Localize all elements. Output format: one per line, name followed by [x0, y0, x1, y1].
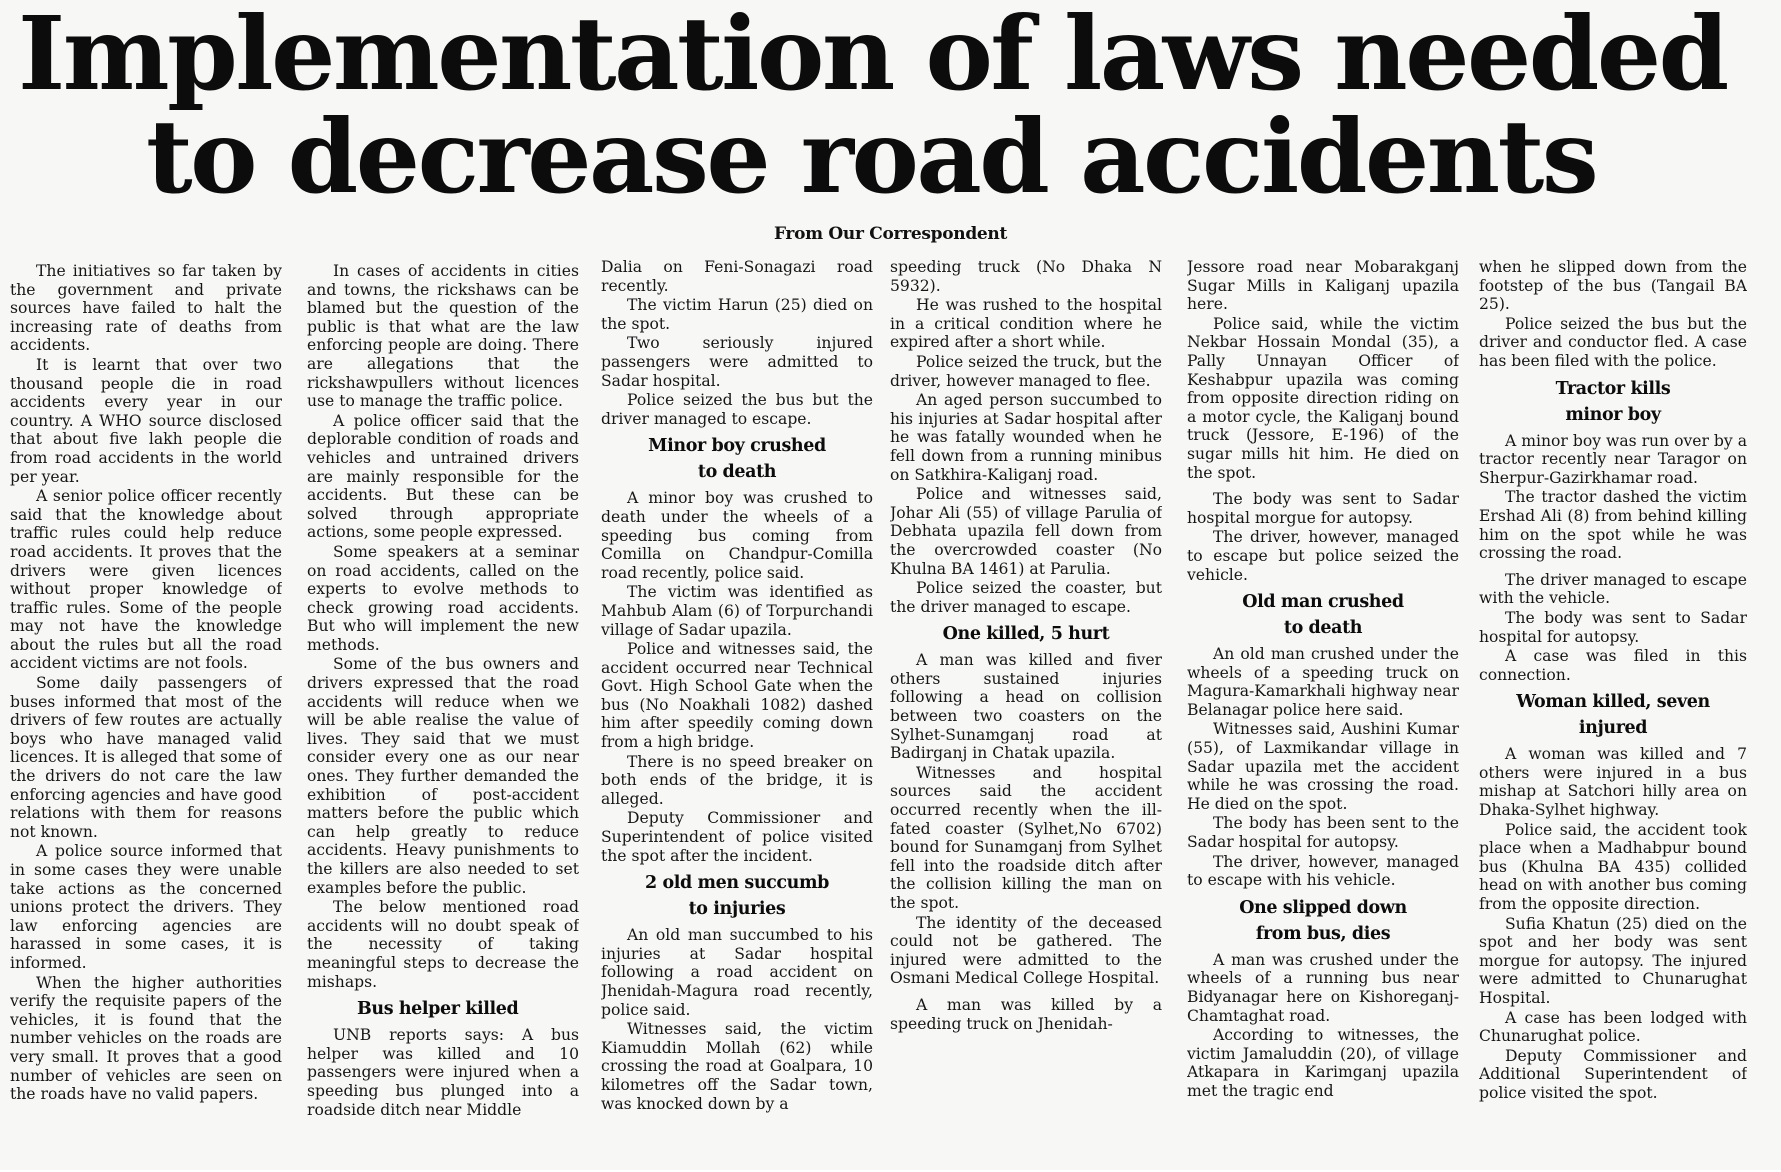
paragraph: He was rushed to the hospital in a critical condition where he expired after a short while.	[890, 296, 1162, 352]
paragraph: The driver, however, managed to escape but police seized the vehicle.	[1187, 528, 1459, 584]
subheading-line: Woman killed, seven	[1516, 692, 1710, 713]
subheading-line: One slipped down	[1239, 897, 1407, 918]
paragraph: It is learnt that over two thousand people die in road accidents every year in our country. A WHO source disclosed that about five lakh people die from road accidents in the world per year.	[10, 355, 282, 486]
paragraph: Sufia Khatun (25) died on the spot and her body was sent morgue for autopsy. The injured were admitted to Chunarughat Hospital.	[1479, 914, 1747, 1007]
paragraph: A case was filed in this connection.	[1479, 647, 1747, 684]
article-column-2	[307, 262, 579, 1172]
paragraph: The driver, however, managed to escape with his vehicle.	[1187, 852, 1459, 890]
article-column-6	[1479, 258, 1747, 1168]
paragraph: A woman was killed and 7 others were injured in a bus mishap at Satchori hilly area on Dhaka-Sylhet highway.	[1479, 745, 1747, 820]
subheading-minor-boy-crushed	[601, 433, 873, 485]
subheading-woman-killed	[1479, 689, 1747, 741]
paragraph: Police seized the bus but the driver and conductor fled. A case has been filed with the police.	[1479, 314, 1747, 370]
subheading-one-slipped-down	[1187, 895, 1459, 947]
paragraph: The identity of the deceased could not be gathered. The injured were admitted to the Osmani Medical College Hospital.	[890, 913, 1162, 988]
paragraph: Some speakers at a seminar on road accidents, called on the experts to evolve methods to check growing road accidents. But who will implement the new methods.	[307, 542, 579, 654]
paragraph: When the higher authorities verify the requisite papers of the vehicles, it is found that the number vehicles on the roads are very small. It proves that a good number of vehicles are seen on the roads have no valid papers.	[10, 973, 282, 1104]
paragraph: Some of the bus owners and drivers expressed that the road accidents will reduce when we will be able realise the value of lives. They said that we must consider every one as our near ones. They further demanded the exhibition of post-accident matters before the public which can help greatly to reduce accidents. Heavy punishments to the killers are also needed to set examples before the public.	[307, 655, 579, 897]
paragraph: Police seized the coaster, but the driver managed to escape.	[890, 579, 1162, 616]
paragraph: A case has been lodged with Chunarughat police.	[1479, 1008, 1747, 1046]
paragraph: Police and witnesses said, Johar Ali (55) of village Parulia of Debhata upazila fell down from the overcrowded coaster (No Khulna BA 1461) at Parulia.	[890, 485, 1162, 578]
subheading-line: injured	[1578, 718, 1648, 739]
headline-line-2: to decrease road accidents	[146, 97, 1597, 216]
subheading-line: to death	[697, 462, 777, 483]
paragraph: A senior police officer recently said that the knowledge about traffic rules could help reduce road accidents. It proves that the drivers were given licences without proper knowledge of traffic rules. Some of the people may not have the knowledge about the rules but all the road accident victims are not fools.	[10, 487, 282, 673]
article-column-5	[1187, 258, 1459, 1168]
paragraph: UNB reports says: A bus helper was killed and 10 passengers were injured when a speeding bus plunged into a roadside ditch near Middle	[307, 1026, 579, 1119]
subheading-line: to death	[1283, 618, 1363, 639]
article-column-4	[890, 258, 1162, 1168]
paragraph: Some daily passengers of buses informed that most of the drivers of few routes are actually boys who have managed valid licences. It is alleged that some of the drivers do not care the law enforcing agencies and have good relations with them for reasons not known.	[10, 674, 282, 841]
paragraph: A minor boy was run over by a tractor recently near Taragor on Sherpur-Gazirkhamar road.	[1479, 431, 1747, 487]
paragraph: Jessore road near Mobarakganj Sugar Mills in Kaliganj upazila here.	[1187, 258, 1459, 314]
paragraph: The initiatives so far taken by the government and private sources have failed to halt the increasing rate of deaths from accidents.	[10, 262, 282, 355]
paragraph: Police said, while the victim Nekbar Hossain Mondal (35), a Pally Unnayan Officer of Keshabpur upazila was coming from opposite direction riding on a motor cycle, the Kaliganj bound truck (Jessore, E-196) of the sugar mills hit him. He died on the spot.	[1187, 314, 1459, 482]
paragraph: Police said, the accident took place when a Madhabpur bound bus (Khulna BA 435) collided head on with another bus coming from the opposite direction.	[1479, 820, 1747, 914]
paragraph: when he slipped down from the footstep of the bus (Tangail BA 25).	[1479, 258, 1747, 314]
headline-line-1: Implementation of laws needed	[18, 0, 1727, 113]
subheading-line: 2 old men succumb	[645, 873, 829, 894]
paragraph: speeding truck (No Dhaka N 5932).	[890, 258, 1162, 295]
paragraph: Police and witnesses said, the accident occurred near Technical Govt. High School Gate when the bus (No Noakhali 1082) dashed him after speedily coming down from a high bridge.	[601, 640, 873, 752]
paragraph: Police seized the truck, but the driver, however managed to flee.	[890, 352, 1162, 390]
paragraph: The body was sent to Sadar hospital morgue for autopsy.	[1187, 490, 1459, 527]
paragraph: Witnesses said, Aushini Kumar (55), of Laxmikandar village in Sadar upazila met the accident while he was crossing the road. He died on the spot.	[1187, 720, 1459, 813]
subheading-tractor-kills	[1479, 376, 1747, 428]
paragraph: The victim Harun (25) died on the spot.	[601, 296, 873, 333]
headline	[18, 0, 1778, 216]
subheading-line: Old man crushed	[1242, 592, 1404, 613]
paragraph: The body has been sent to the Sadar hospital for autopsy.	[1187, 814, 1459, 852]
subheading-old-men-succumb	[601, 870, 873, 922]
paragraph: The victim was identified as Mahbub Alam (6) of Torpurchandi village of Sadar upazila.	[601, 583, 873, 639]
subheading-line: minor boy	[1565, 404, 1661, 425]
paragraph: The driver managed to escape with the vehicle.	[1479, 570, 1747, 608]
paragraph: A police officer said that the deplorable condition of roads and vehicles and untrained drivers are mainly responsible for the accidents. But these can be solved through appropriate actions, some people expressed.	[307, 411, 579, 542]
subheading-one-killed-five-hurt: One killed, 5 hurt	[942, 624, 1110, 645]
paragraph: A man was killed by a speeding truck on Jhenidah-	[890, 995, 1162, 1033]
paragraph: Two seriously injured passengers were admitted to Sadar hospital.	[601, 334, 873, 390]
paragraph: There is no speed breaker on both ends of the bridge, it is alleged.	[601, 752, 873, 808]
paragraph: A man was killed and fiver others sustained injuries following a head on collision between two coasters on the Sylhet-Sunamganj road at Badirganj in Chatak upazila.	[890, 651, 1162, 763]
subheading-line: Minor boy crushed	[648, 436, 826, 457]
paragraph: A man was crushed under the wheels of a running bus near Bidyanagar here on Kishoreganj-Chamtaghat road.	[1187, 950, 1459, 1025]
paragraph: According to witnesses, the victim Jamaluddin (20), of village Atkapara in Karimganj upazila met the tragic end	[1187, 1026, 1459, 1100]
paragraph: Witnesses and hospital sources said the accident occurred recently when the ill-fated coaster (Sylhet,No 6702) bound for Sunamganj from Sylhet fell into the roadside ditch after the collision killing the man on the spot.	[890, 763, 1162, 912]
subheading-line: to injuries	[688, 899, 786, 920]
paragraph: Witnesses said, the victim Kiamuddin Mollah (62) while crossing the road at Goalpara, 10 kilometres off the Sadar town, was knocked down by a	[601, 1020, 873, 1113]
paragraph: An aged person succumbed to his injuries at Sadar hospital after he was fatally wounded when he fell down from a running minibus on Satkhira-Kaliganj road.	[890, 391, 1162, 484]
byline: From Our Correspondent	[773, 224, 1008, 244]
paragraph: In cases of accidents in cities and towns, the rickshaws can be blamed but the question of the public is that what are the law enforcing people are doing. There are allegations that the rickshawpullers without licences use to manage the traffic police.	[307, 262, 579, 411]
paragraph: An old man succumbed to his injuries at Sadar hospital following a road accident on Jhenidah-Magura road recently, police said.	[601, 926, 873, 1019]
subheading-bus-helper-killed: Bus helper killed	[357, 999, 519, 1020]
paragraph: Police seized the bus but the driver managed to escape.	[601, 391, 873, 428]
article-column-1	[10, 262, 282, 1172]
subheading-line: Tractor kills	[1555, 378, 1671, 399]
paragraph: The body was sent to Sadar hospital for autopsy.	[1479, 608, 1747, 646]
paragraph: A police source informed that in some cases they were unable take actions as the concerned unions protect the drivers. They law enforcing agencies are harassed in some cases, it is informed.	[10, 842, 282, 972]
paragraph: Deputy Commissioner and Superintendent of police visited the spot after the incident.	[601, 809, 873, 865]
subheading-line: from bus, dies	[1255, 923, 1391, 944]
paragraph: Deputy Commissioner and Additional Superintendent of police visited the spot.	[1479, 1046, 1747, 1102]
paragraph: A minor boy was crushed to death under the wheels of a speeding bus coming from Comilla on Chandpur-Comilla road recently, police said.	[601, 489, 873, 582]
paragraph: Dalia on Feni-Sonagazi road recently.	[601, 258, 873, 295]
subheading-old-man-crushed	[1187, 589, 1459, 641]
article-column-3	[601, 258, 873, 1168]
paragraph: The tractor dashed the victim Ershad Ali (8) from behind killing him on the spot while he was crossing the road.	[1479, 488, 1747, 563]
paragraph: The below mentioned road accidents will no doubt speak of the necessity of taking meaningful steps to decrease the mishaps.	[307, 898, 579, 991]
paragraph: An old man crushed under the wheels of a speeding truck on Magura-Kamarkhali highway near Belanagar police here said.	[1187, 645, 1459, 719]
